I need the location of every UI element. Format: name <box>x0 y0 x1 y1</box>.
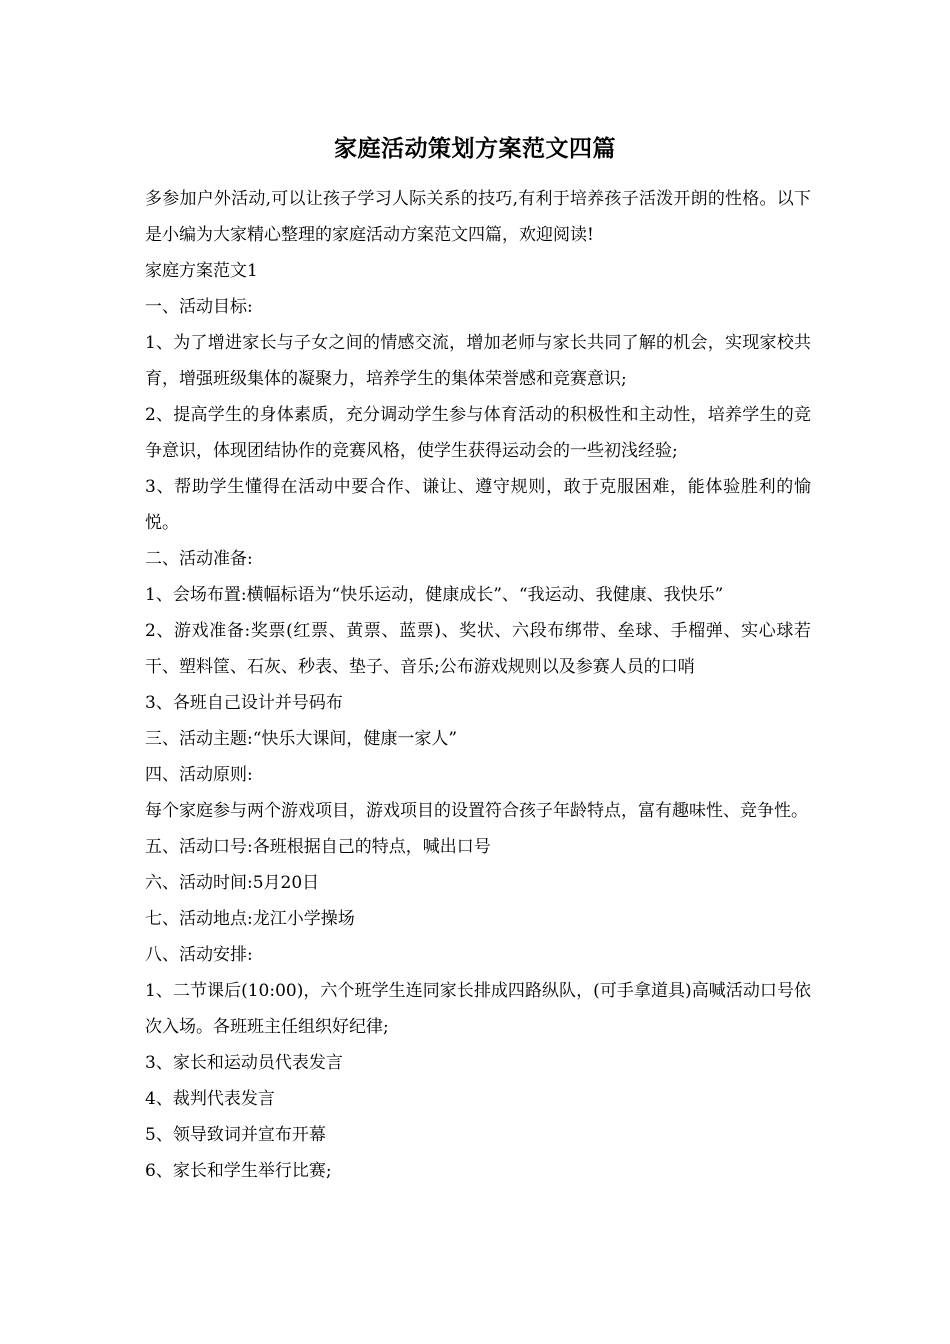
schedule-item-3: 3、家长和运动员代表发言 <box>145 1053 343 1073</box>
heading-activity-theme: 三、活动主题:“快乐大课间，健康一家人” <box>145 729 458 749</box>
section-heading: 家庭方案范文1 <box>145 261 258 281</box>
schedule-item-5: 5、领导致词并宣布开幕 <box>145 1125 326 1145</box>
goal-item-1: 1、为了增进家长与子女之间的情感交流，增加老师与家长共同了解的机会，实现家校共育，增强班级集体的凝聚力，培养学生的集体荣誉感和竞赛意识; <box>145 333 811 389</box>
preparation-item-1: 1、会场布置:横幅标语为“快乐运动，健康成长”、“我运动、我健康、我快乐” <box>145 585 724 605</box>
schedule-item-1: 1、二节课后(10:00)，六个班学生连同家长排成四路纵队，(可手拿道具)高喊活动口号依次入场。各班班主任组织好纪律; <box>145 981 811 1037</box>
goal-item-3: 3、帮助学生懂得在活动中要合作、谦让、遵守规则，敢于克服困难，能体验胜利的愉悦。 <box>145 477 811 533</box>
schedule-item-4: 4、裁判代表发言 <box>145 1089 275 1109</box>
principles-paragraph: 每个家庭参与两个游戏项目，游戏项目的设置符合孩子年龄特点，富有趣味性、竞争性。 <box>145 801 808 821</box>
preparation-item-3: 3、各班自己设计并号码布 <box>145 693 343 713</box>
intro-paragraph: 多参加户外活动,可以让孩子学习人际关系的技巧,有利于培养孩子活泼开朗的性格。以下是小编为大家精心整理的家庭活动方案范文四篇，欢迎阅读! <box>145 189 811 245</box>
schedule-item-6: 6、家长和学生举行比赛; <box>145 1161 332 1181</box>
heading-activity-location: 七、活动地点:龙江小学操场 <box>145 909 355 929</box>
document-title: 家庭活动策划方案范文四篇 <box>334 135 616 162</box>
heading-activity-goals: 一、活动目标: <box>145 297 253 317</box>
goal-item-2: 2、提高学生的身体素质，充分调动学生参与体育活动的积极性和主动性，培养学生的竞争意识，体现团结协作的竞赛风格，使学生获得运动会的一些初浅经验; <box>145 405 811 461</box>
heading-activity-slogan: 五、活动口号:各班根据自己的特点，喊出口号 <box>145 837 491 857</box>
preparation-item-2: 2、游戏准备:奖票(红票、黄票、蓝票)、奖状、六段布绑带、垒球、手榴弹、实心球若干、塑料筐、石灰、秒表、垫子、音乐;公布游戏规则以及参赛人员的口哨 <box>145 621 811 677</box>
document-body <box>145 181 811 1189</box>
heading-activity-time: 六、活动时间:5月20日 <box>145 873 320 893</box>
heading-activity-schedule: 八、活动安排: <box>145 945 253 965</box>
heading-activity-preparation: 二、活动准备: <box>145 549 253 569</box>
heading-activity-principles: 四、活动原则: <box>145 765 253 785</box>
